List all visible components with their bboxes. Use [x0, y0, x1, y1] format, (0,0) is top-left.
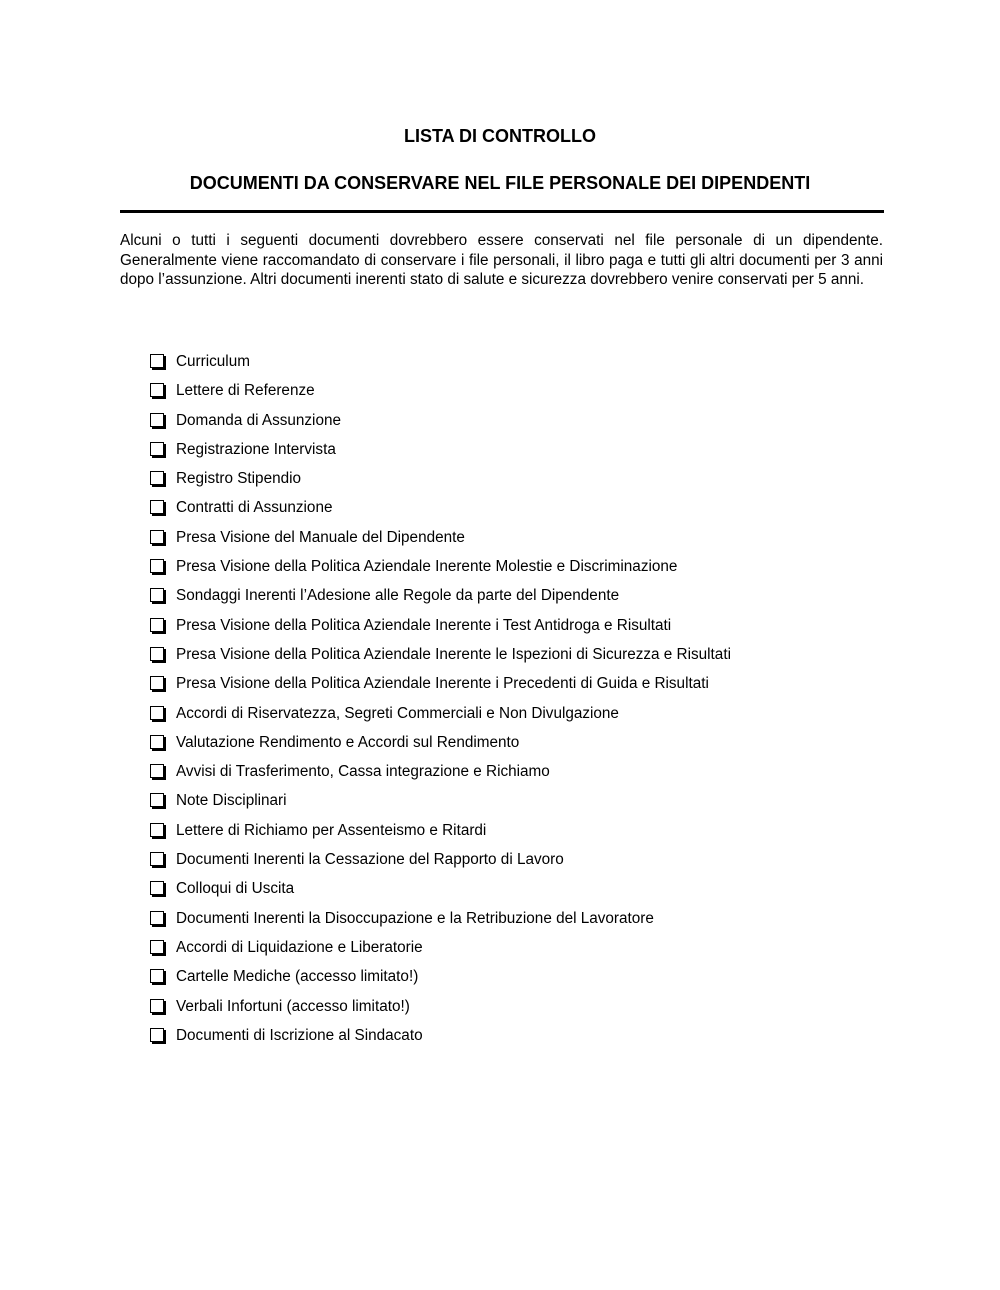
checklist-item-label: Cartelle Mediche (accesso limitato!)	[176, 968, 419, 986]
checklist-item	[150, 821, 731, 850]
checkbox-icon[interactable]	[150, 676, 164, 690]
checklist-item-label: Registrazione Intervista	[176, 440, 336, 458]
checklist-item	[150, 1026, 731, 1055]
checklist-item	[150, 469, 731, 498]
checklist-item-label: Lettere di Referenze	[176, 382, 315, 400]
checkbox-icon[interactable]	[150, 1028, 164, 1042]
checklist-item	[150, 645, 731, 674]
checklist-item	[150, 967, 731, 996]
checkbox-icon[interactable]	[150, 530, 164, 544]
intro-paragraph: Alcuni o tutti i seguenti documenti dovrebbero essere conservati nel file personale di un dipendente. Generalmente viene raccomandato di conservare i file personali, il libro paga e tutti gli altri documenti per 3 anni dopo l’assunzione. Altri documenti inerenti stato di salute e sicurezza dovrebbero venire conservati per 5 anni.	[120, 232, 883, 288]
checkbox-icon[interactable]	[150, 793, 164, 807]
checkbox-icon[interactable]	[150, 413, 164, 427]
checkbox-icon[interactable]	[150, 442, 164, 456]
document-subtitle: DOCUMENTI DA CONSERVARE NEL FILE PERSONALE DEI DIPENDENTI	[189, 173, 811, 193]
checkbox-icon[interactable]	[150, 823, 164, 837]
checklist-item-label: Contratti di Assunzione	[176, 499, 333, 517]
checkbox-icon[interactable]	[150, 999, 164, 1013]
checklist-item	[150, 411, 731, 440]
checklist-item	[150, 352, 731, 381]
checkbox-icon[interactable]	[150, 735, 164, 749]
checklist-item	[150, 498, 731, 527]
checklist-item-label: Valutazione Rendimento e Accordi sul Rendimento	[176, 733, 520, 751]
checklist-item-label: Documenti Inerenti la Cessazione del Rapporto di Lavoro	[176, 851, 564, 869]
checklist-item	[150, 938, 731, 967]
checkbox-icon[interactable]	[150, 559, 164, 573]
checkbox-icon[interactable]	[150, 618, 164, 632]
checklist-item-label: Accordi di Liquidazione e Liberatorie	[176, 938, 423, 956]
checklist-item-label: Presa Visione della Politica Aziendale Inerente le Ispezioni di Sicurezza e Risultati	[176, 645, 731, 663]
checklist-item	[150, 557, 731, 586]
checklist-item	[150, 586, 731, 615]
checkbox-icon[interactable]	[150, 940, 164, 954]
checklist-item	[150, 616, 731, 645]
checkbox-icon[interactable]	[150, 764, 164, 778]
checkbox-icon[interactable]	[150, 852, 164, 866]
checklist-item	[150, 704, 731, 733]
checklist-item	[150, 762, 731, 791]
checkbox-icon[interactable]	[150, 354, 164, 368]
checkbox-icon[interactable]	[150, 383, 164, 397]
checklist-item-label: Presa Visione della Politica Aziendale Inerente i Test Antidroga e Risultati	[176, 616, 672, 634]
checklist-item-label: Accordi di Riservatezza, Segreti Commerciali e Non Divulgazione	[176, 704, 619, 722]
checklist-item-label: Presa Visione della Politica Aziendale Inerente Molestie e Discriminazione	[176, 558, 678, 576]
checkbox-icon[interactable]	[150, 706, 164, 720]
checklist-item	[150, 879, 731, 908]
checklist-item	[150, 381, 731, 410]
checklist-item-label: Verbali Infortuni (accesso limitato!)	[176, 997, 410, 1015]
checklist-item-label: Domanda di Assunzione	[176, 411, 341, 429]
checklist	[150, 352, 731, 1055]
checkbox-icon[interactable]	[150, 911, 164, 925]
checklist-item-label: Avvisi di Trasferimento, Cassa integrazione e Richiamo	[176, 763, 550, 781]
checkbox-icon[interactable]	[150, 588, 164, 602]
checklist-item-label: Documenti di Iscrizione al Sindacato	[176, 1026, 423, 1044]
checklist-item	[150, 997, 731, 1026]
checkbox-icon[interactable]	[150, 969, 164, 983]
document-title: LISTA DI CONTROLLO	[404, 126, 596, 146]
checklist-item	[150, 440, 731, 469]
checklist-item	[150, 850, 731, 879]
checklist-item-label: Presa Visione della Politica Aziendale Inerente i Precedenti di Guida e Risultati	[176, 675, 709, 693]
checklist-item-label: Curriculum	[176, 353, 250, 370]
checklist-item-label: Lettere di Richiamo per Assenteismo e Ritardi	[176, 821, 487, 839]
checklist-item-label: Note Disciplinari	[176, 792, 287, 810]
checkbox-icon[interactable]	[150, 647, 164, 661]
checklist-item-label: Sondaggi Inerenti l’Adesione alle Regole da parte del Dipendente	[176, 587, 620, 605]
checkbox-icon[interactable]	[150, 471, 164, 485]
checklist-item	[150, 791, 731, 820]
checklist-item-label: Documenti Inerenti la Disoccupazione e la Retribuzione del Lavoratore	[176, 909, 654, 927]
checklist-item	[150, 674, 731, 703]
checkbox-icon[interactable]	[150, 881, 164, 895]
horizontal-rule	[120, 210, 884, 213]
checklist-item	[150, 733, 731, 762]
checklist-item	[150, 528, 731, 557]
checklist-item	[150, 909, 731, 938]
checklist-item-label: Presa Visione del Manuale del Dipendente	[176, 528, 465, 546]
checklist-item-label: Registro Stipendio	[176, 470, 301, 488]
checklist-item-label: Colloqui di Uscita	[176, 880, 295, 898]
checkbox-icon[interactable]	[150, 500, 164, 514]
